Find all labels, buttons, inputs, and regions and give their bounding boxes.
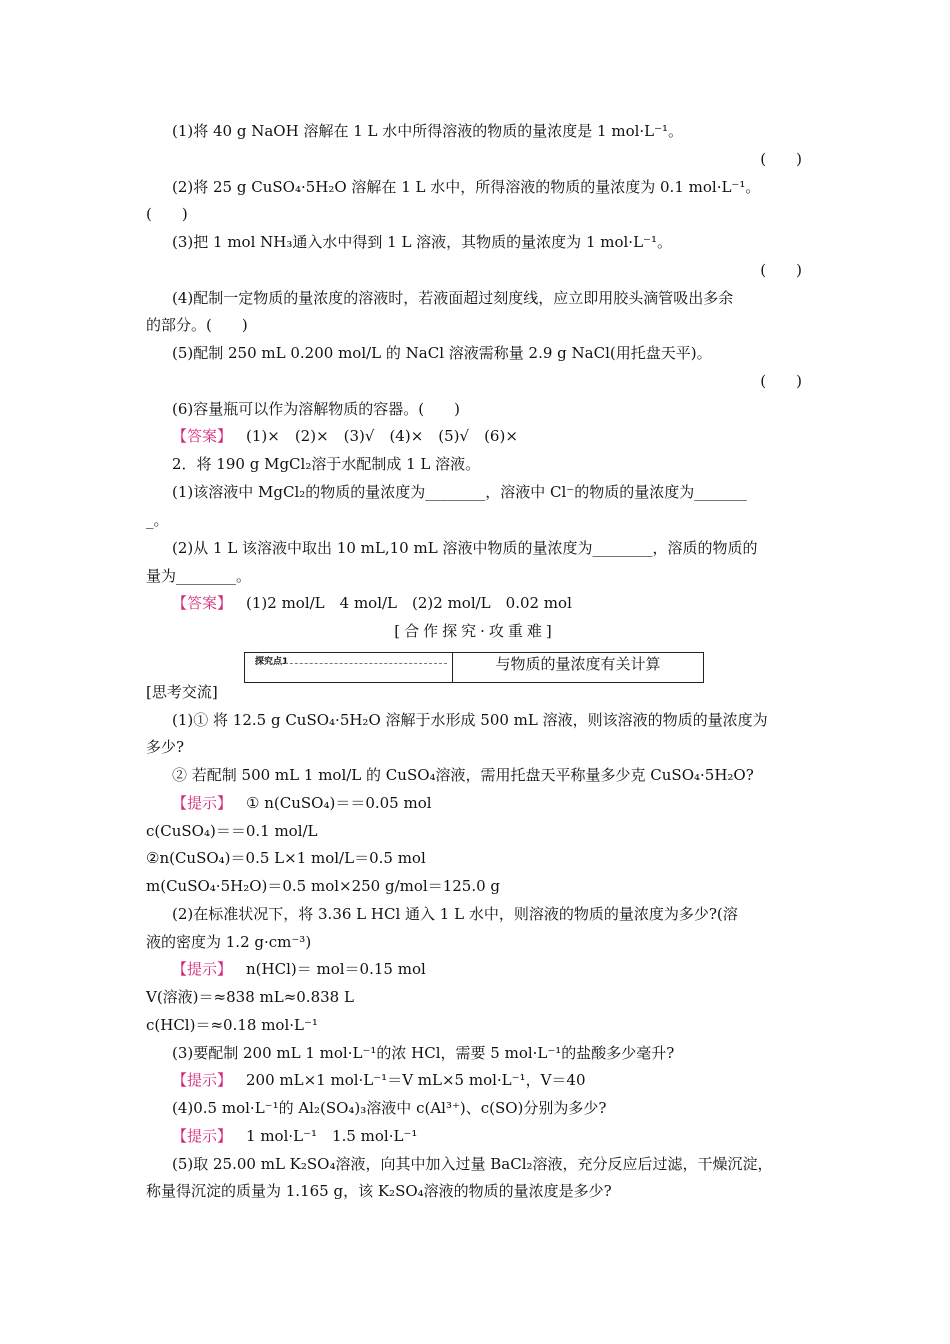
t1-hint-3: ②n(CuSO₄)＝0.5 L×1 mol/L＝0.5 mol (146, 849, 426, 867)
t5-question-line1: (5)取 25.00 mL K₂SO₄溶液，向其中加入过量 BaCl₂溶液，充分反应后过滤，干燥沉淀， (172, 1155, 773, 1173)
topic-badge-cell (245, 653, 453, 682)
q2-part1-line2: _。 (146, 511, 169, 529)
q2-stem: 2．将 190 g MgCl₂溶于水配制成 1 L 溶液。 (172, 455, 481, 473)
t2-hint-2: V(溶液)＝≈838 mL≈0.838 L (146, 988, 354, 1006)
q2-part2-line1: (2)从 1 L 该溶液中取出 10 mL,10 mL 溶液中物质的量浓度为________，溶质的物质的 (172, 539, 758, 557)
q1-item-4-line1: (4)配制一定物质的量浓度的溶液时，若液面超过刻度线，应立即用胶头滴管吸出多余 (172, 289, 734, 307)
topic-title: 与物质的量浓度有关计算 (495, 655, 661, 673)
q1-answer-text: (1)× (2)× (3)√ (4)× (5)√ (6)× (246, 427, 518, 445)
q2-part1-line1: (1)该溶液中 MgCl₂的物质的量浓度为________，溶液中 Cl⁻的物质的量浓度为_______ (172, 483, 747, 501)
answer-tag: 【答案】 (172, 594, 233, 612)
q1-item-5: (5)配制 250 mL 0.200 mol/L 的 NaCl 溶液需称量 2.9 g NaCl(用托盘天平)。 (172, 344, 712, 362)
t1-question-line1: (1)① 将 12.5 g CuSO₄·5H₂O 溶解于水形成 500 mL 溶液，则该溶液的物质的量浓度为 (172, 711, 768, 729)
answer-tag: 【答案】 (172, 427, 233, 445)
hint-tag: 【提示】 (172, 960, 233, 978)
q1-answer (172, 426, 518, 446)
think-heading: [思考交流] (146, 683, 218, 701)
q2-answer-text: (1)2 mol/L 4 mol/L (2)2 mol/L 0.02 mol (246, 594, 572, 612)
q1-item-2: (2)将 25 g CuSO₄·5H₂O 溶解在 1 L 水中，所得溶液的物质的量浓度为 0.1 mol·L⁻¹。 (172, 178, 761, 196)
q1-item-6: (6)容量瓶可以作为溶解物质的容器。( ) (172, 400, 460, 418)
q1-item-5-blank: ( ) (760, 372, 802, 390)
t2-hint-1-text: n(HCl)＝ mol＝0.15 mol (246, 960, 426, 978)
q2-part2-line2: 量为________。 (146, 567, 252, 585)
t3-hint-text: 200 mL×1 mol·L⁻¹＝V mL×5 mol·L⁻¹，V＝40 (246, 1071, 586, 1089)
t3-question: (3)要配制 200 mL 1 mol·L⁻¹的浓 HCl，需要 5 mol·L⁻¹的盐酸多少毫升? (172, 1044, 675, 1062)
q2-answer (172, 593, 572, 613)
t2-question-line2: 液的密度为 1.2 g·cm⁻³) (146, 933, 312, 951)
t1-hint-4: m(CuSO₄·5H₂O)＝0.5 mol×250 g/mol＝125.0 g (146, 877, 501, 895)
t1-hint-1 (172, 793, 432, 813)
hint-tag: 【提示】 (172, 1127, 233, 1145)
t1-question-2: ② 若配制 500 mL 1 mol/L 的 CuSO₄溶液，需用托盘天平称量多少克 CuSO₄·5H₂O? (172, 766, 754, 784)
hint-tag: 【提示】 (172, 1071, 233, 1089)
section-heading: [合作探究·攻重难] (394, 622, 556, 640)
q1-item-1: (1)将 40 g NaOH 溶解在 1 L 水中所得溶液的物质的量浓度是 1 mol·L⁻¹。 (172, 122, 684, 140)
t4-hint-text: 1 mol·L⁻¹ 1.5 mol·L⁻¹ (246, 1127, 418, 1145)
t2-question-line1: (2)在标准状况下，将 3.36 L HCl 通入 1 L 水中，则溶液的物质的量浓度为多少?(溶 (172, 905, 738, 923)
q1-item-3-blank: ( ) (760, 261, 802, 279)
topic-box (244, 652, 704, 683)
t5-question-line2: 称量得沉淀的质量为 1.165 g，该 K₂SO₄溶液的物质的量浓度是多少? (146, 1182, 612, 1200)
t3-hint (172, 1070, 586, 1090)
topic-divider (255, 663, 447, 664)
t2-hint-3: c(HCl)＝≈0.18 mol·L⁻¹ (146, 1016, 318, 1034)
t4-hint (172, 1126, 417, 1146)
q1-item-2-blank: ( ) (146, 205, 188, 223)
topic-badge: 探究点1 (255, 657, 289, 667)
t1-question-line2: 多少? (146, 738, 185, 756)
t4-question: (4)0.5 mol·L⁻¹的 Al₂(SO₄)₃溶液中 c(Al³⁺)、c(SO)分别为多少? (172, 1099, 607, 1117)
q1-item-4-line2: 的部分。( ) (146, 316, 248, 334)
q1-item-1-blank: ( ) (760, 150, 802, 168)
t1-hint-1-text: ① n(CuSO₄)＝＝0.05 mol (246, 794, 432, 812)
t2-hint-1 (172, 959, 426, 979)
hint-tag: 【提示】 (172, 794, 233, 812)
t1-hint-2: c(CuSO₄)＝＝0.1 mol/L (146, 822, 318, 840)
q1-item-3: (3)把 1 mol NH₃通入水中得到 1 L 溶液，其物质的量浓度为 1 mol·L⁻¹。 (172, 233, 672, 251)
